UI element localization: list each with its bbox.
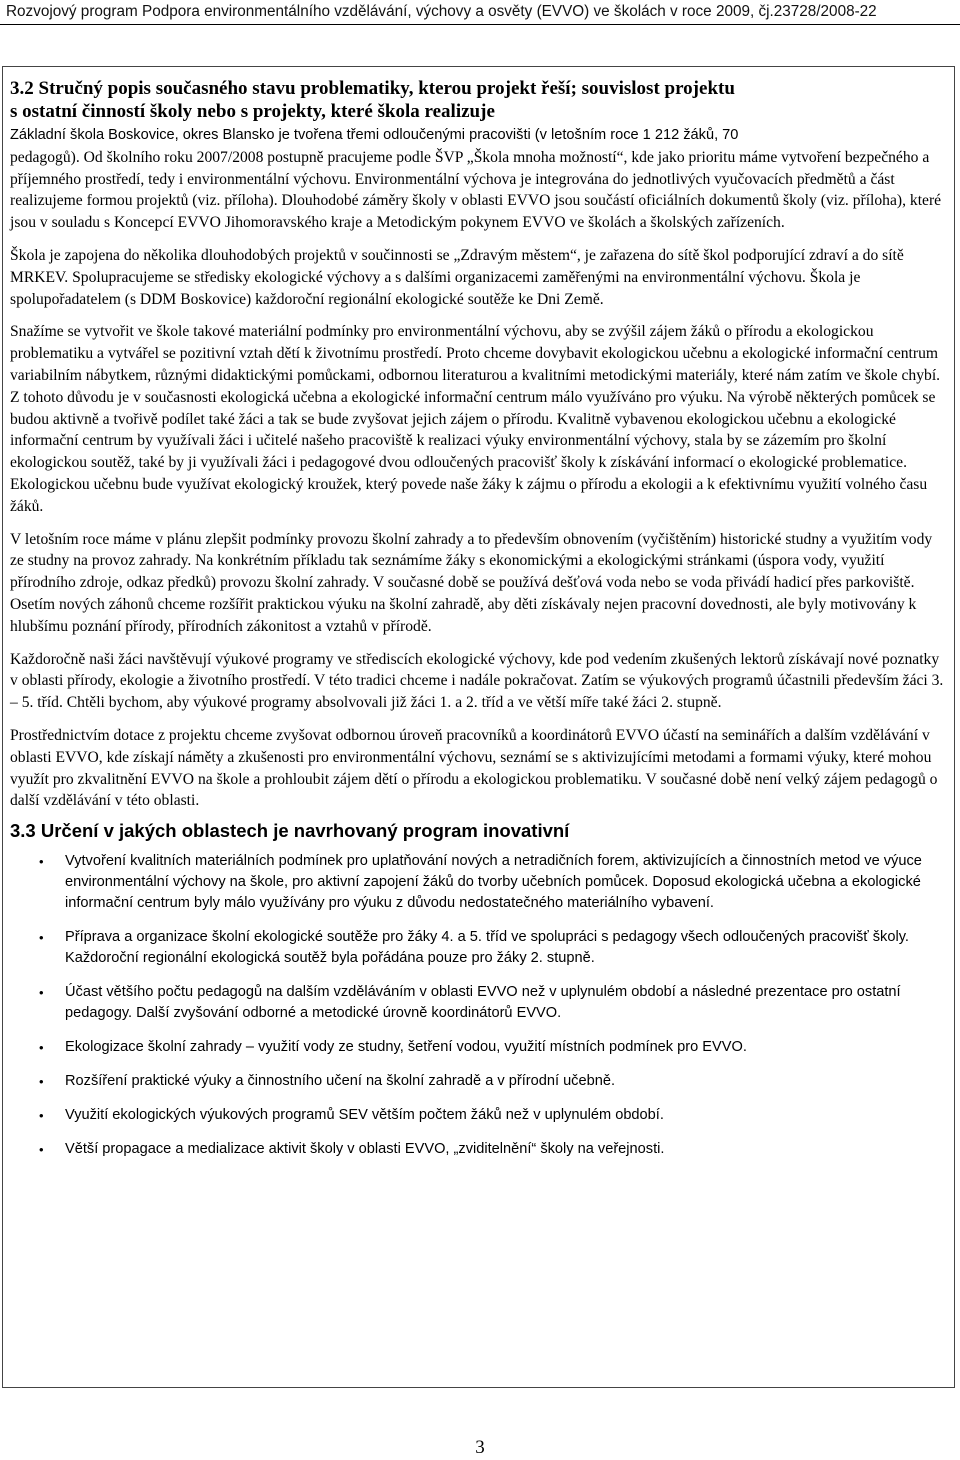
bullet-icon: • (39, 854, 44, 870)
page-number: 3 (475, 1437, 485, 1458)
bullet-icon: • (39, 1142, 44, 1158)
list-item (10, 1139, 944, 1160)
list-item-text: Rozšíření praktické výuky a činnostního učení na školní zahradě a v přírodní učebně. (65, 1073, 616, 1090)
bullet-icon: • (39, 1040, 44, 1056)
list-item (10, 927, 944, 969)
innovation-list (10, 851, 944, 1160)
list-item-text: Využití ekologických výukových programů SEV větším počtem žáků než v uplynulém období. (65, 1107, 664, 1124)
paragraph-edu-programs: Každoročně naši žáci navštěvují výukové programy ve střediscích ekologické výchovy, kde pod vedením zkušených lektorů získávají nové poznatky v oblasti přírody, ekologie a životního prostředí. V této tradici chceme i nadále pokračovat. Zatím se výukových programů účastnili především žáci 3. – 5. tříd. Chtěli bychom, aby výukové programy absolvovali již žáci 1. a 2. tříd a ve větší míře také žáci 2. stupně. (10, 650, 944, 712)
bullet-icon: • (39, 1074, 44, 1090)
running-header: Rozvojový program Podpora environmentálního vzdělávání, výchovy a osvěty (EVVO) ve školách v roce 2009, čj.23728/2008-22 (6, 3, 877, 20)
list-item-text: Vytvoření kvalitních materiálních podmínek pro uplatňování nových a netradičních forem, aktivizujících a činnostních metod ve výuce environmentální výchovy na škole, pro aktivní zapojení žáků do tvorby učebních pomůcek. Doposud ekologická učebna a ekologické informační centrum byly málo využívány pro výuku z důvodu nedostatečného materiálního vybavení. (65, 853, 922, 912)
list-item (10, 1037, 944, 1058)
paragraph-material-conditions: Snažíme se vytvořit ve škole takové materiální podmínky pro environmentální výchovu, aby se zvýšil zájem žáků o přírodu a ekologickou problematiku a vytvářel se pozitivní vztah dětí k životnímu prostředí. Proto chceme dovybavit ekologickou učebnu a ekologické informační centrum variabilním nábytkem, různými didaktickými pomůckami, odbornou literaturou a kvalitními metodickými materiály, které nám zatím ve škole chybí. Z tohoto důvodu je v současnosti ekologická učebna a ekologické informační centrum málo využíváno pro výuku. Na výrobě některých pomůcek se budou aktivně a tvořivě podílet také žáci a tak se bude zvyšovat jejich zájem o přírodu. Kvalitně vybavenou ekologickou učebnu a ekologické informační centrum by využívali žáci i učitelé našeho pracoviště k realizaci výuky environmentální výchovy, stala by se zázemím pro školní ekologickou soutěž, také by ji využívali žáci i pedagogové dvou odloučených pracovišť školy k získávání informací o ekologické problematice. Ekologickou učebnu bude využívat ekologický kroužek, který povede naše žáky k zájmu o přírodu a ekologii a k efektivnímu využití volného času žáků. (10, 323, 941, 515)
paragraph-svp: pedagogů). Od školního roku 2007/2008 postupně pracujeme podle ŠVP „Škola mnoha možností“, kde jako prioritu máme vytvoření bezpečného a příjemného prostředí, tedy i environmentální výchovu. Environmentální výchova je integrována do jednotlivých vyučovacích předmětů a část realizujeme formou projektů (viz. příloha). Dlouhodobé záměry školy v oblasti EVVO jsou součástí oficiálních dokumentů školy (viz. příloha), které jsou v souladu s Koncepcí EVVO Jihomoravského kraje a Metodickým pokynem EVVO ve školách a školských zařízeních. (10, 148, 942, 232)
list-item (10, 1105, 944, 1126)
section-3-2-title-line2: s ostatní činností školy nebo s projekty, které škola realizuje (10, 101, 495, 122)
list-item-text: Větší propagace a medializace aktivit školy v oblasti EVVO, „zviditelnění“ školy na veřejnosti. (65, 1141, 665, 1158)
list-item-text: Příprava a organizace školní ekologické soutěže pro žáky 4. a 5. tříd ve spolupráci s pedagogy všech odloučených pracovišť školy. Každoroční regionální ekologická soutěž byla pořádána pouze pro žáky 2. stupně. (65, 929, 909, 967)
header-rule (0, 24, 960, 25)
bullet-icon: • (39, 985, 44, 1001)
section-3-3-title: 3.3 Určení v jakých oblastech je navrhovaný program inovativní (10, 820, 570, 842)
intro-lead: Základní škola Boskovice, okres Blansko je tvořena třemi odloučenými pracovišti (v letošním roce 1 212 žáků, 70 (10, 127, 739, 143)
list-item (10, 851, 944, 914)
list-item (10, 982, 944, 1024)
paragraph-teacher-training: Prostřednictvím dotace z projektu chceme zvyšovat odbornou úroveň pracovníků a koordinátorů EVVO účastí na seminářích a dalším vzdělávání v oblasti EVVO, kde získají náměty a zkušenosti pro environmentální výchovu, seznámí se s aktivizujícími metodami a formami výuky, které mohou využít pro zkvalitnění EVVO na škole a prohloubit zájem dětí o přírodu a ekologickou problematiku. V současné době není velký zájem pedagogů o další vzdělávání v této oblasti. (10, 726, 938, 810)
list-item (10, 1071, 944, 1092)
bullet-icon: • (39, 930, 44, 946)
paragraph-projects: Škola je zapojena do několika dlouhodobých projektů v součinnosti se „Zdravým městem“, je zařazena do sítě škol podporující zdraví a do sítě MRKEV. Spolupracujeme se středisky ekologické výchovy a s dalšími organizacemi zaměřenými na environmentální výchovu. Škola je spolupořadatelem (s DDM Boskovice) každoroční regionální ekologické soutěže ke Dni Země. (10, 246, 904, 308)
section-3-2-title-line1: 3.2 Stručný popis současného stavu problematiky, kterou projekt řeší; souvislost projektu (10, 78, 735, 99)
bullet-icon: • (39, 1108, 44, 1124)
section-3-2-title (10, 77, 944, 123)
list-item-text: Účast většího počtu pedagogů na dalším vzděláváním v oblasti EVVO než v uplynulém období a následné prezentace pro ostatní pedagogy. Další zvyšování odborné a metodické úrovně koordinátorů EVVO. (65, 984, 901, 1022)
content-frame (2, 66, 955, 1388)
paragraph-school-garden: V letošním roce máme v plánu zlepšit podmínky provozu školní zahrady a to především obnovením (vyčištěním) historické studny a využitím vody ze studny na provoz zahrady. Na konkrétním příkladu tak seznámíme žáky s ekonomickými a ekologickými stránkami (úspora vody, využití přírodního zdroje, odkaz předků) provozu školní zahrady. V současné době se používá dešťová voda nebo se voda přivádí hadicí přes parkoviště. Osetím nových záhonů chceme rozšířit praktickou výuku na školní zahradě, aby děti získávaly nejen pracovní dovednosti, ale byly motivovány k hlubšímu poznání přírody, přírodních zákonitost a vztahů v přírodě. (10, 530, 933, 635)
list-item-text: Ekologizace školní zahrady – využití vody ze studny, šetření vodou, využití místních podmínek pro EVVO. (65, 1039, 747, 1056)
